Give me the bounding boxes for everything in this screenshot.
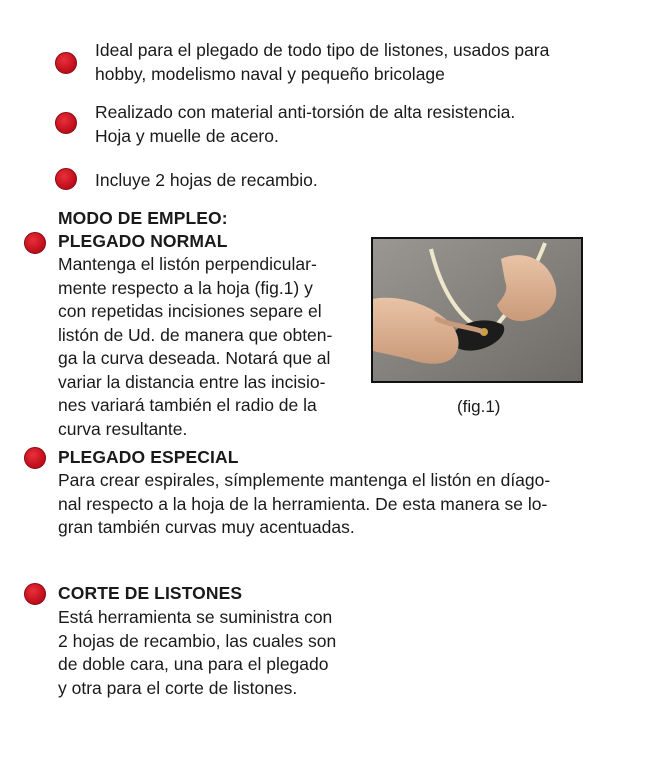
body-line: de doble cara, una para el plegado	[58, 654, 329, 674]
feature-bullet-icon	[55, 112, 77, 134]
tool-usage-photo	[371, 237, 583, 383]
feature-bullet-icon	[55, 168, 77, 190]
normal-heading: PLEGADO NORMAL	[58, 231, 228, 251]
body-line: nal respecto a la hoja de la herramienta. De esta manera se lo-	[58, 493, 548, 514]
hands-tool-illustration	[373, 239, 581, 381]
body-line: ga la curva deseada. Notará que al	[58, 348, 331, 368]
body-line: variar la distancia entre las incisio-	[58, 371, 326, 392]
feature-text	[95, 100, 515, 148]
body-line: y otra para el corte de listones.	[58, 677, 298, 698]
cutting-heading: CORTE DE LISTONES	[58, 583, 243, 603]
special-heading: PLEGADO ESPECIAL	[58, 447, 239, 467]
feature-line: Realizado con material anti-torsión de alta resistencia.	[95, 102, 516, 122]
figure-caption: (fig.1)	[457, 397, 501, 416]
feature-line: Incluye 2 hojas de recambio.	[95, 170, 318, 190]
body-line: Mantenga el listón perpendicular-	[58, 254, 317, 274]
feature-line: Hoja y muelle de acero.	[95, 126, 279, 146]
feature-bullet-icon	[55, 52, 77, 74]
body-line: con repetidas incisiones separe el	[58, 301, 322, 321]
body-line: curva resultante.	[58, 418, 188, 439]
body-line: gran también curvas muy acentuadas.	[58, 517, 355, 537]
feature-text	[95, 38, 549, 86]
feature-line: Ideal para el plegado de todo tipo de listones, usados para	[95, 40, 550, 60]
normal-body	[58, 253, 332, 441]
body-line: listón de Ud. de manera que obten-	[58, 324, 333, 345]
body-line: Está herramienta se suministra con	[58, 607, 333, 627]
body-line: 2 hojas de recambio, las cuales son	[58, 630, 337, 651]
feature-text	[95, 168, 318, 192]
section-bullet-icon	[24, 583, 46, 605]
feature-line: hobby, modelismo naval y pequeño bricolage	[95, 64, 445, 84]
section-bullet-icon	[24, 232, 46, 254]
mode-heading: MODO DE EMPLEO:	[58, 208, 228, 228]
body-line: nes variará también el radio de la	[58, 395, 317, 415]
cutting-body	[58, 606, 336, 700]
special-body	[58, 469, 550, 540]
body-line: mente respecto a la hoja (fig.1) y	[58, 277, 313, 298]
body-line: Para crear espirales, símplemente mantenga el listón en díago-	[58, 470, 551, 490]
section-bullet-icon	[24, 447, 46, 469]
